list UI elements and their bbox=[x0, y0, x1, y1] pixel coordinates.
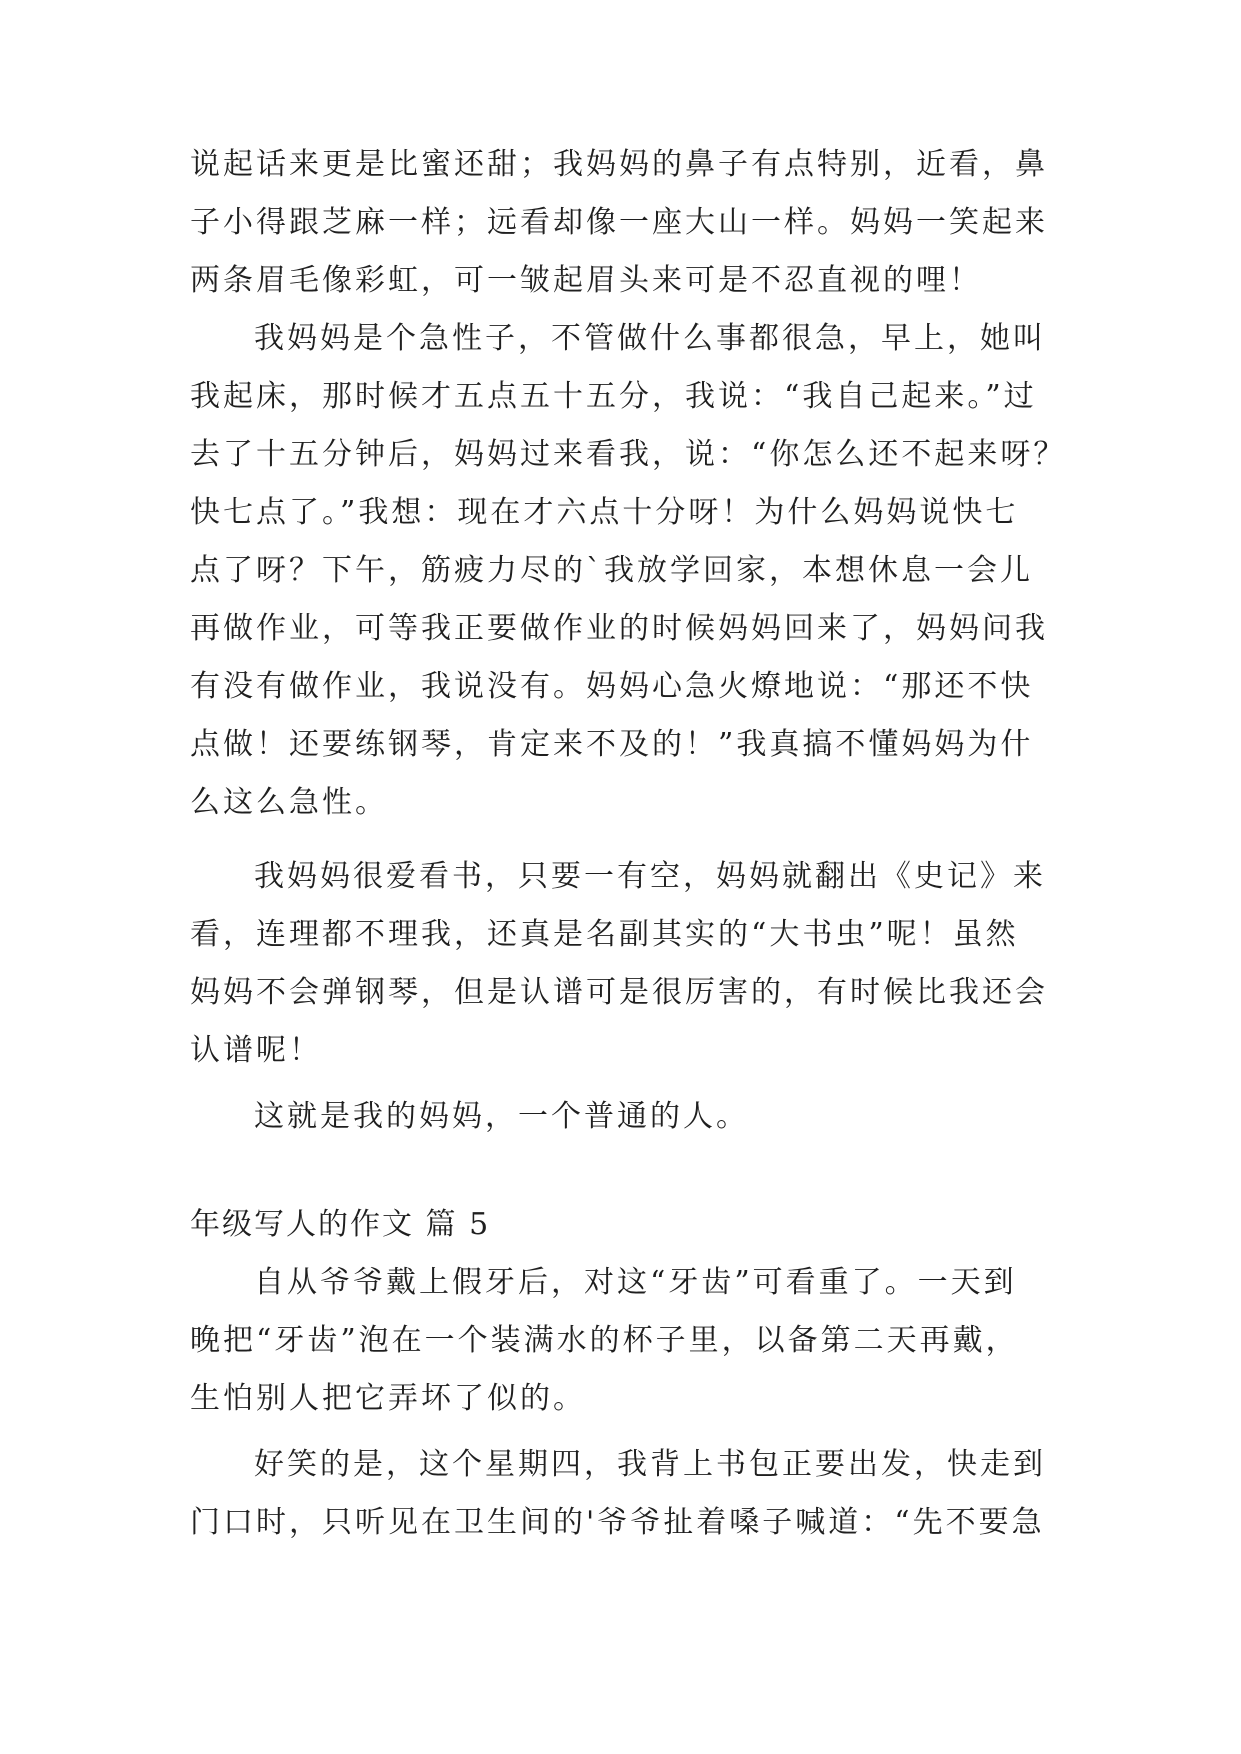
text-line: 看，连理都不理我，还真是名副其实的“大书虫”呢！虽然 bbox=[190, 917, 1019, 952]
paragraph-first-line: 我妈妈很爱看书，只要一有空，妈妈就翻出《史记》来 bbox=[254, 859, 1046, 894]
text-line: 再做作业，可等我正要做作业的时候妈妈回来了，妈妈问我 bbox=[190, 611, 1048, 646]
paragraph-first-line: 我妈妈是个急性子，不管做什么事都很急，早上，她叫 bbox=[254, 321, 1046, 356]
text-line: 两条眉毛像彩虹，可一皱起眉头来可是不忍直视的哩！ bbox=[190, 263, 982, 298]
paragraph-first-line: 好笑的是，这个星期四，我背上书包正要出发，快走到 bbox=[254, 1447, 1046, 1482]
text-line: 认谱呢！ bbox=[190, 1033, 322, 1068]
text-line: 妈妈不会弹钢琴，但是认谱可是很厉害的，有时候比我还会 bbox=[190, 975, 1048, 1010]
text-line: 点做！还要练钢琴，肯定来不及的！”我真搞不懂妈妈为什 bbox=[190, 727, 1034, 762]
text-line: 子小得跟芝麻一样；远看却像一座大山一样。妈妈一笑起来 bbox=[190, 205, 1048, 240]
text-line: 我起床，那时候才五点五十五分，我说：“我自己起来。”过 bbox=[190, 379, 1037, 414]
text-line: 去了十五分钟后，妈妈过来看我，说：“你怎么还不起来呀？ bbox=[190, 437, 1067, 472]
paragraph-first-line: 这就是我的妈妈，一个普通的人。 bbox=[254, 1099, 749, 1134]
text-line: 点了呀？下午，筋疲力尽的`我放学回家，本想休息一会儿 bbox=[190, 553, 1033, 588]
text-line: 么这么急性。 bbox=[190, 785, 388, 820]
section-heading: 年级写人的作文 篇 5 bbox=[190, 1207, 491, 1242]
text-line: 门口时，只听见在卫生间的'爷爷扯着嗓子喊道：“先不要急 bbox=[190, 1505, 1045, 1540]
text-line: 说起话来更是比蜜还甜；我妈妈的鼻子有点特别，近看，鼻 bbox=[190, 147, 1048, 182]
text-line: 生怕别人把它弄坏了似的。 bbox=[190, 1381, 586, 1416]
text-line: 快七点了。”我想：现在才六点十分呀！为什么妈妈说快七 bbox=[190, 495, 1019, 530]
paragraph-first-line: 自从爷爷戴上假牙后，对这“牙齿”可看重了。一天到 bbox=[254, 1265, 1017, 1300]
text-line: 晚把“牙齿”泡在一个装满水的杯子里，以备第二天再戴， bbox=[190, 1323, 1019, 1358]
text-line: 有没有做作业，我说没有。妈妈心急火燎地说：“那还不快 bbox=[190, 669, 1034, 704]
